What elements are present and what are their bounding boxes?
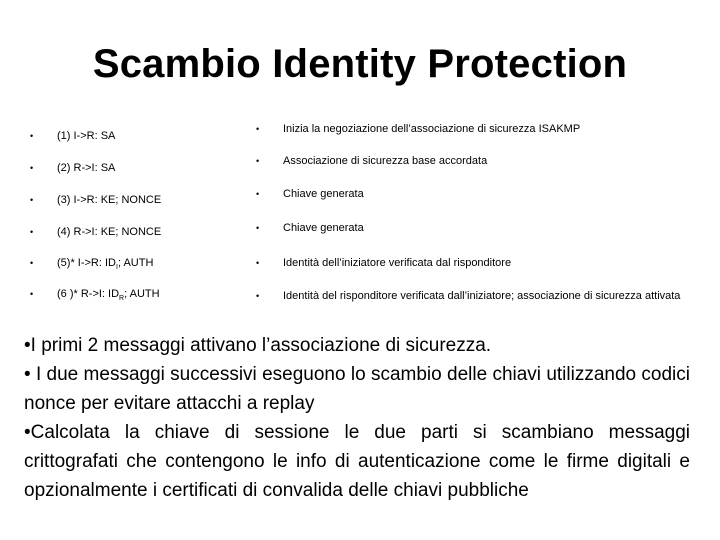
bullet-marker: • <box>256 189 260 199</box>
bullet-marker: • <box>256 124 260 134</box>
step-message-main: (6 )* R->I: ID <box>57 288 120 300</box>
summary-bullet: •Calcolata la chiave di sessione le due parti si scambiano messaggi crittografati che contengono le info di autenticazione come le firme digitali e opzionalmente i certificati di convalida delle chiavi pubbliche <box>24 422 690 501</box>
step-message-tail: ; AUTH <box>124 288 160 300</box>
step-message-tail: ; AUTH <box>117 257 154 269</box>
summary-bullets <box>24 331 690 505</box>
bullet-marker: • <box>256 223 260 233</box>
step-message <box>57 256 153 275</box>
step-description: Identità dell’iniziatore verificata dal risponditore <box>283 257 512 269</box>
summary-bullet: • I due messaggi successivi eseguono lo scambio delle chiavi utilizzando codici nonce per evitare attacchi a replay <box>24 364 690 414</box>
step-description: Associazione di sicurezza base accordata <box>283 155 488 167</box>
bullet-marker: • <box>30 195 34 205</box>
step-description: Chiave generata <box>283 222 364 234</box>
bullet-marker: • <box>30 227 34 237</box>
step-message: (2) R->I: SA <box>57 162 116 174</box>
step-message-subscript: I <box>115 264 118 272</box>
slide-title: Scambio Identity Protection <box>92 42 628 86</box>
bullet-marker: • <box>256 258 260 268</box>
step-message: (4) R->I: KE; NONCE <box>57 226 162 238</box>
step-message: (3) I->R: KE; NONCE <box>57 194 162 206</box>
step-description: Chiave generata <box>283 188 364 200</box>
bullet-marker: • <box>256 156 260 166</box>
step-description: Identità del risponditore verificata dall’iniziatore; associazione di sicurezza attivata <box>283 290 681 302</box>
bullet-marker: • <box>30 131 34 141</box>
step-message <box>57 287 160 306</box>
bullet-marker: • <box>30 163 34 173</box>
step-description: Inizia la negoziazione dell’associazione di sicurezza ISAKMP <box>283 123 581 135</box>
summary-bullet: •I primi 2 messaggi attivano l’associazione di sicurezza. <box>24 335 492 356</box>
bullet-marker: • <box>30 289 34 299</box>
step-message: (1) I->R: SA <box>57 130 116 142</box>
bullet-marker: • <box>30 258 34 268</box>
step-message-subscript: R <box>119 295 125 303</box>
bullet-marker: • <box>256 291 260 301</box>
step-message-main: (5)* I->R: ID <box>57 257 116 269</box>
